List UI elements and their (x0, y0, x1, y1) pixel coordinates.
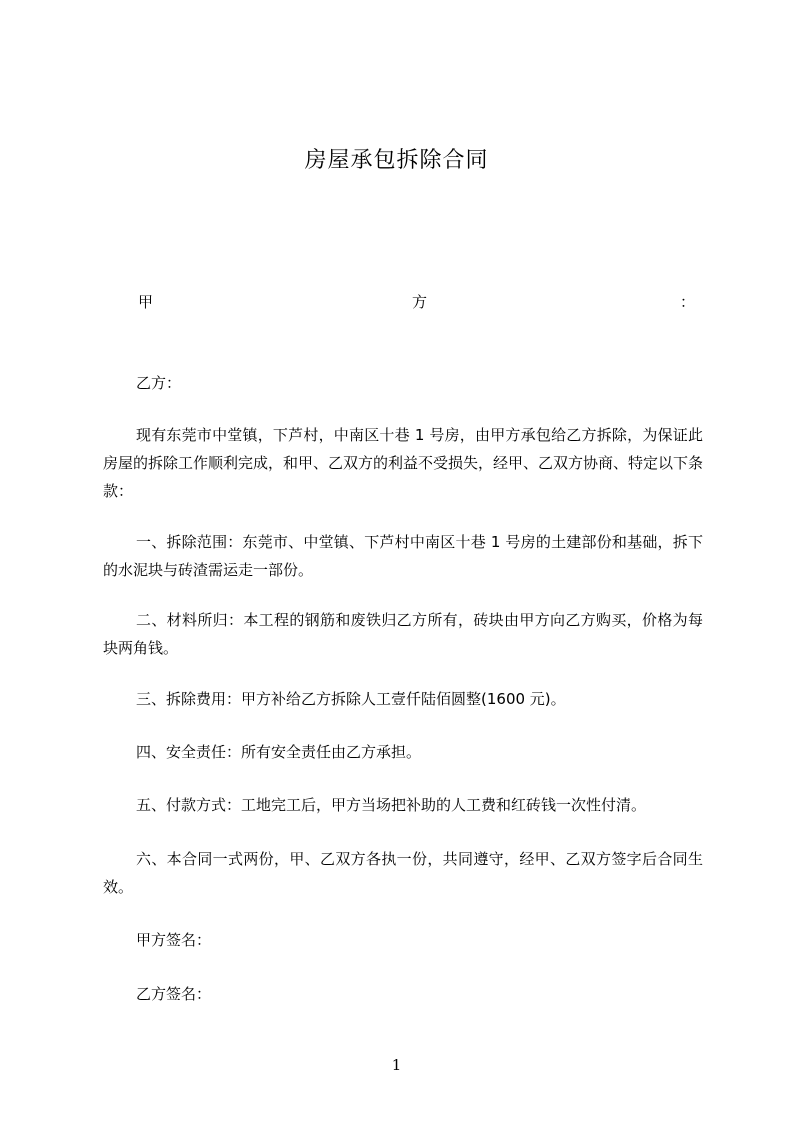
clause-5: 五、付款方式：工地完工后，甲方当场把补助的人工费和红砖钱一次性付清。 (136, 796, 647, 814)
document-title: 房屋承包拆除合同 (304, 148, 489, 173)
clause-2: 二、材料所归：本工程的钢筋和废铁归乙方所有，砖块由甲方向乙方购买，价格为每块两角钱。 (103, 611, 703, 657)
party-b-label: 乙方： (136, 374, 182, 392)
signature-party-a: 甲方签名： (136, 931, 212, 949)
party-a-colon: ： (679, 293, 695, 311)
page-number: 1 (391, 1056, 402, 1074)
preamble-paragraph: 现有东莞市中堂镇，下芦村，中南区十巷 1 号房，由甲方承包给乙方拆除，为保证此房屋的拆除工作顺利完成，和甲、乙双方的利益不受损失，经甲、乙双方协商、特定以下条款： (103, 426, 704, 500)
party-a-line (138, 291, 695, 313)
party-a-char-2: 方 (412, 293, 428, 311)
clause-6: 六、本合同一式两份，甲、乙双方各执一份，共同遵守，经甲、乙双方签字后合同生效。 (103, 850, 703, 896)
clause-1: 一、拆除范围：东莞市、中堂镇、下芦村中南区十巷 1 号房的土建部份和基础，拆下的水泥块与砖渣需运走一部份。 (103, 533, 703, 579)
signature-party-b: 乙方签名： (136, 985, 212, 1003)
clause-3: 三、拆除费用：甲方补给乙方拆除人工壹仟陆佰圆整(1600 元)。 (136, 690, 566, 708)
party-a-char-1: 甲 (138, 293, 154, 311)
clause-4: 四、安全责任：所有安全责任由乙方承担。 (136, 743, 422, 761)
